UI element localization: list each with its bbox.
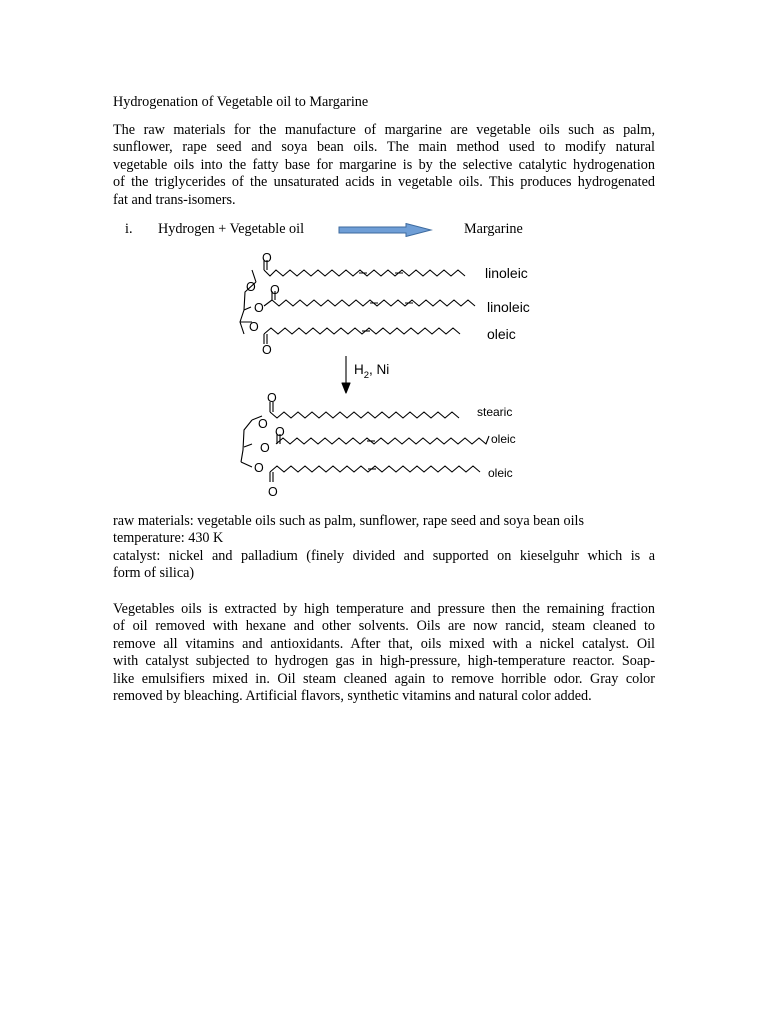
oxygen-atom: O [262, 251, 272, 265]
oxygen-atom: O [275, 425, 285, 439]
intro-line: vegetable oils into the fatty base for margarine is by the selective catalytic hydrogenation [113, 156, 655, 173]
intro-line: sunflower, rape seed and soya bean oils. The main method used to modify natural [113, 139, 655, 156]
oxygen-atom: O [267, 391, 277, 405]
oxygen-atom: O [254, 461, 264, 475]
intro-line: of the triglycerides of the unsaturated acids in vegetable oils. This produces hydrogenated [113, 174, 655, 191]
chain-label: stearic [477, 405, 513, 419]
product-text: Margarine [464, 221, 523, 237]
chain-label: oleic [488, 466, 513, 480]
process-notes [113, 513, 655, 583]
process-paragraph [113, 601, 655, 705]
intro-line: fat and trans-isomers. [113, 191, 236, 208]
oxygen-atom: O [262, 343, 272, 357]
list-number: i. [125, 221, 133, 237]
reactants-text: Hydrogen + Vegetable oil [158, 221, 305, 237]
chain-label: oleic [491, 432, 516, 446]
process-line: like emulsifiers mixed in. Oil steam cleaned again to remove horrible odor. Gray color [113, 670, 655, 687]
oxygen-atom: O [246, 280, 256, 294]
chain-label: linoleic [485, 265, 528, 281]
chain-label: linoleic [487, 299, 530, 315]
reagent-label: $H_2$, Ni [354, 362, 390, 381]
process-line: removed by bleaching. Artificial flavors, synthetic vitamins and natural color added. [113, 688, 592, 705]
oxygen-atom: O [249, 320, 259, 334]
fatty-acid-chain [276, 436, 489, 444]
oxygen-atom: O [258, 417, 268, 431]
catalyst-note: form of silica) [113, 565, 195, 582]
raw-materials-note: raw materials: vegetable oils such as palm, sunflower, rape seed and soya bean oils [113, 513, 585, 529]
title-text: Hydrogenation of Vegetable oil to Margarine [113, 94, 369, 110]
oxygen-atom: O [260, 441, 270, 455]
glycerol-backbone [241, 420, 252, 462]
catalyst-note: catalyst: nickel and palladium (finely divided and supported on kieselguhr which is a [113, 547, 655, 564]
oxygen-atom: O [268, 485, 278, 499]
chain-label: oleic [487, 326, 516, 342]
oxygen-atom: O [270, 283, 280, 297]
intro-line: The raw materials for the manufacture of margarine are vegetable oils such as palm, [113, 122, 655, 138]
temperature-note: temperature: 430 K [113, 530, 224, 547]
process-line: with catalyst subjected to hydrogen gas in high-pressure, high-temperature reactor. Soap- [113, 653, 655, 670]
oxygen-atom: O [254, 301, 264, 315]
process-line: remove all vitamins and antioxidants. After that, oils mixed with a nickel catalyst. Oil [113, 635, 655, 652]
fatty-acid-chain [270, 412, 459, 418]
process-line: Vegetables oils is extracted by high temperature and pressure then the remaining fraction [113, 601, 655, 617]
fatty-acid-chain [264, 300, 475, 306]
process-line: of oil removed with hexane and other solvents. Oils are now rancid, steam cleaned to [113, 618, 655, 635]
